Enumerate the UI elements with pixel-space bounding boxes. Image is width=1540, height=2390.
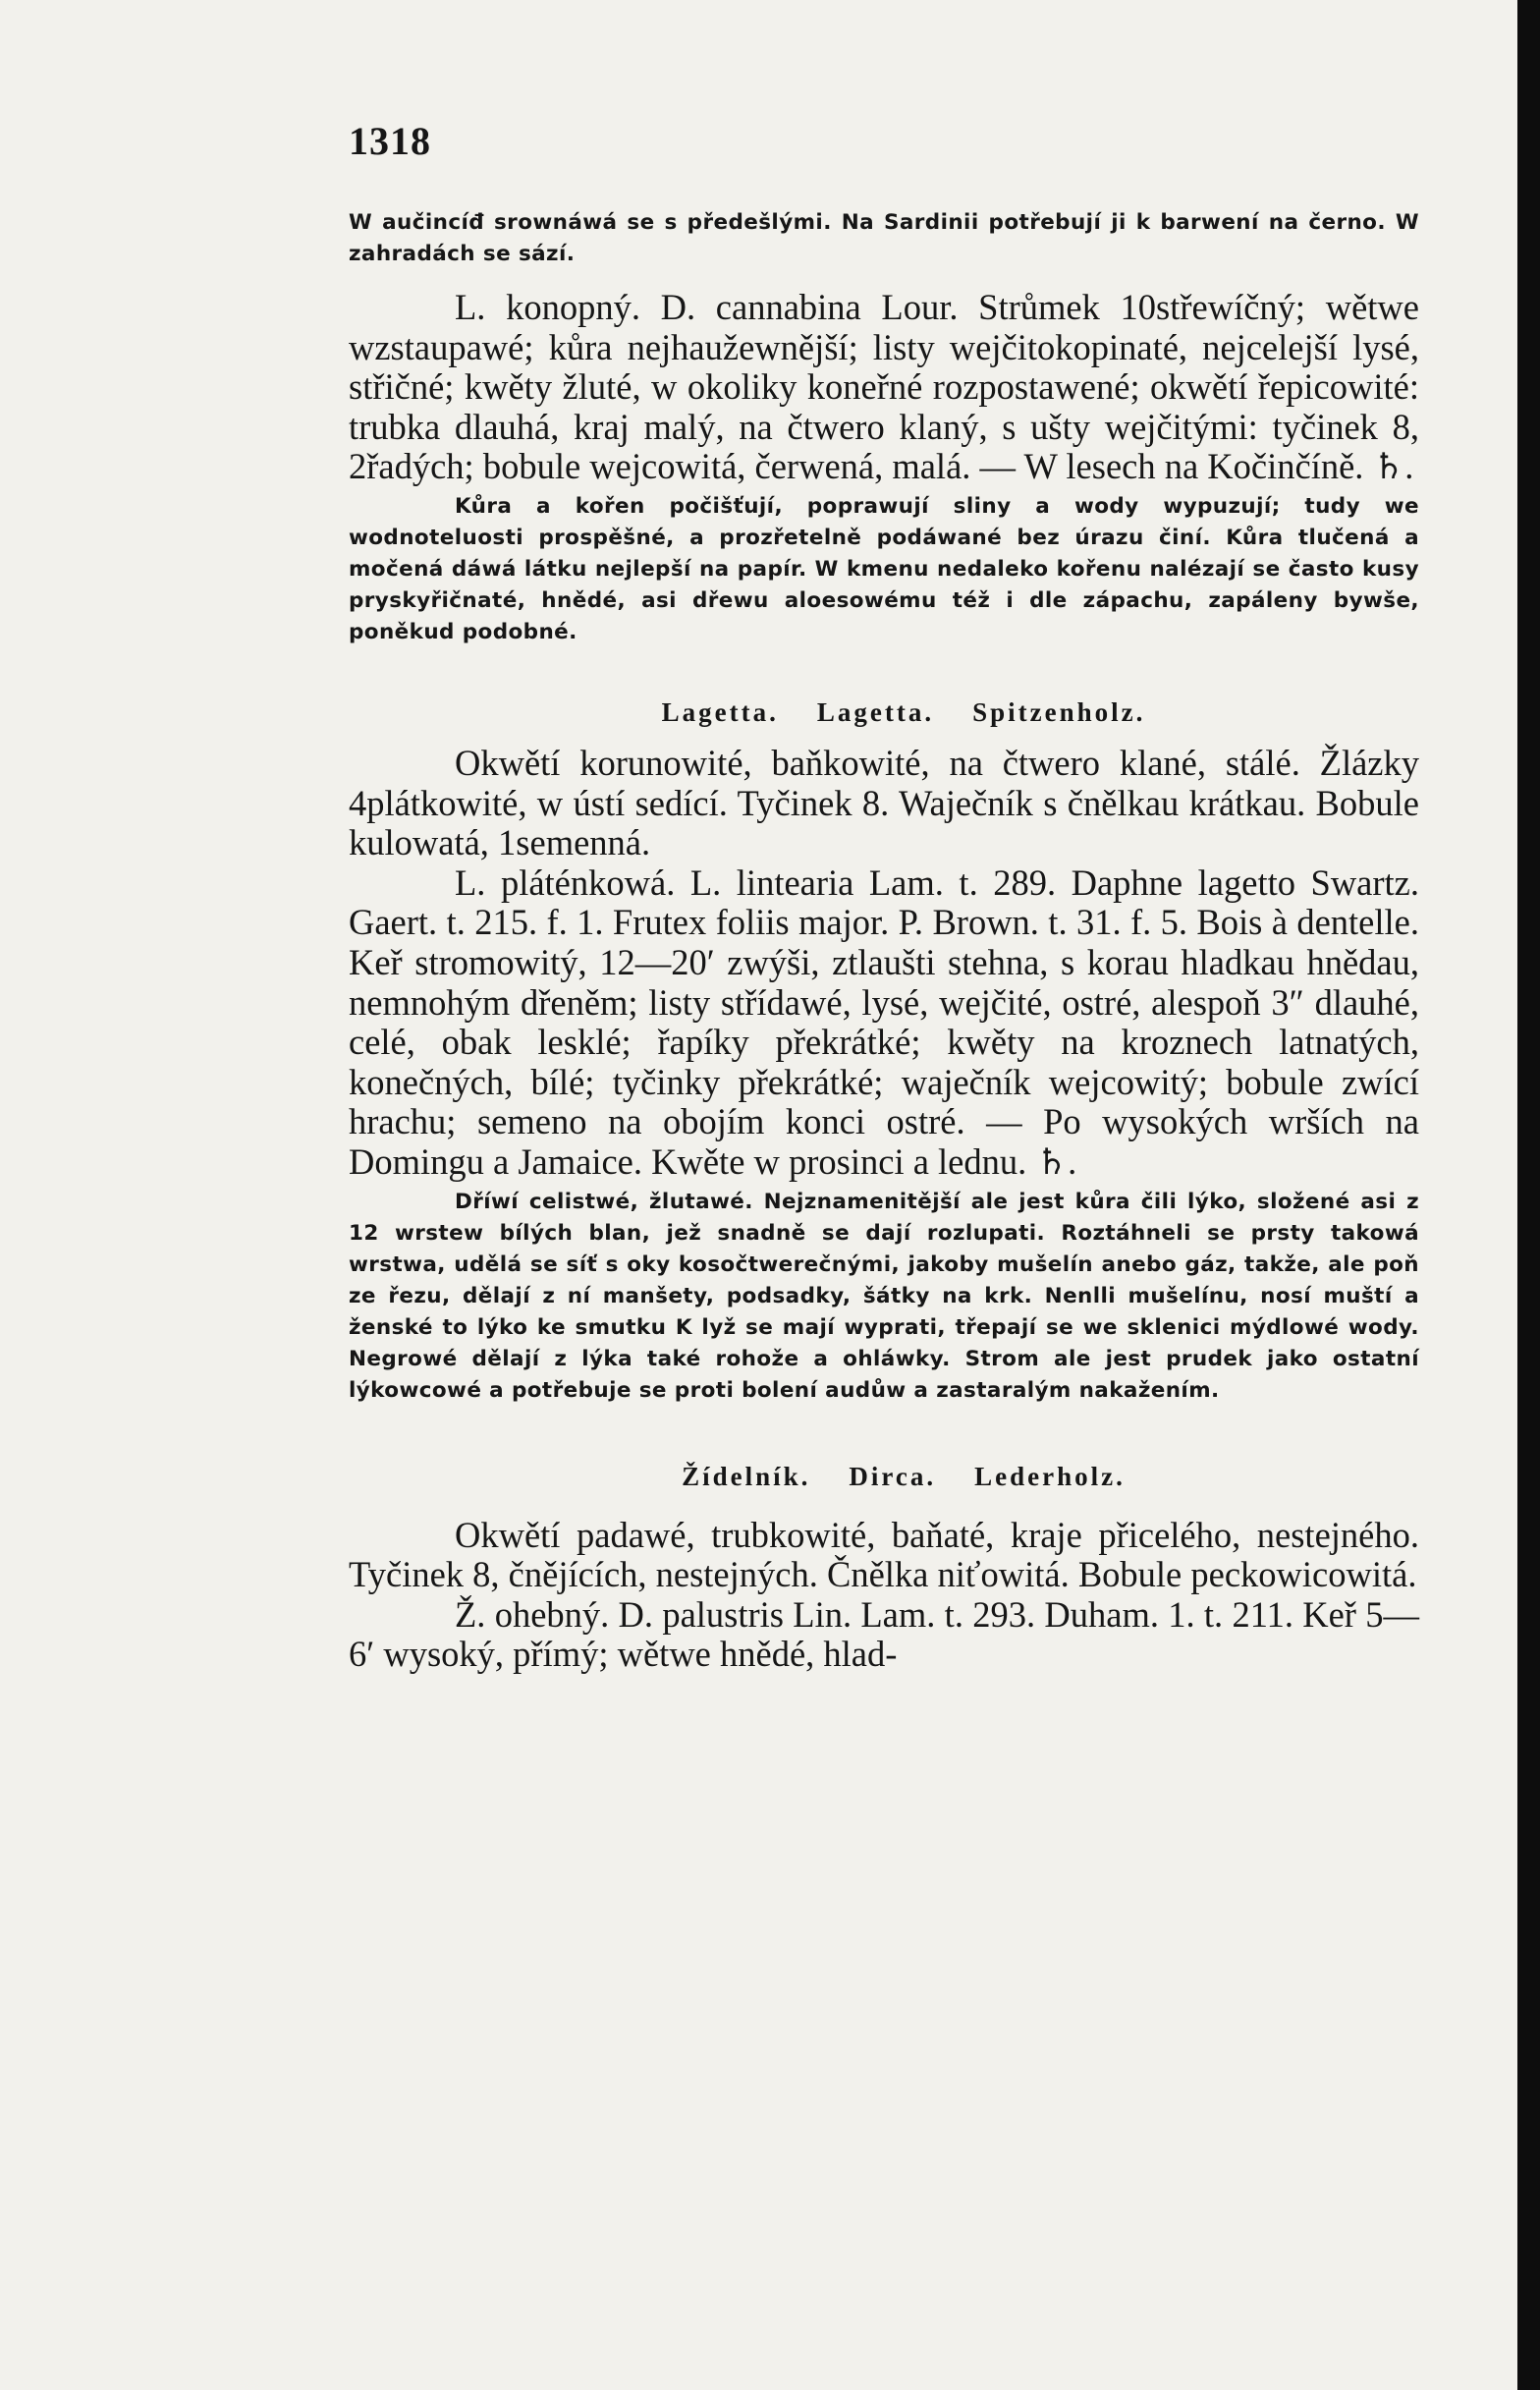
paragraph-7: Okwětí padawé, trubkowité, baňaté, kraje přicelého, nestejného. Tyčinek 8, čnějících, nestejných. Čnělka niťowitá. Bobule peckowicowitá. xyxy=(349,1514,1419,1595)
paragraph-2: L. konopný. D. cannabina Lour. Strůmek 10střewíčný; wětwe wzstaupawé; kůra nejhaužewnější; listy wejčitokopinaté, nejcelejší lysé, střičné; kwěty žluté, w okoliky koneřné rozpostawené; okwětí řepicowité: trubka dlauhá, kraj malý, na čtwero klaný, s ušty wejčitými: tyčinek 8, 2řadých; bobule wejcowitá, čerwená, malá. — W lesech na Kočinčíně. ♄. xyxy=(349,287,1419,487)
paragraph-5: L. pláténkowá. L. lintearia Lam. t. 289. Daphne lagetto Swartz. Gaert. t. 215. f. 1. Frutex foliis major. P. Brown. t. 31. f. 5. Bois à dentelle. Keř stromowitý, 12—20′ zwýši, ztlaušti stehna, s korau hladkau hnědau, nemnohým dřeněm; listy střídawé, lysé, wejčité, ostré, alespoň 3″ dlauhé, celé, obak lesklé; řapíky překrátké; kwěty na kroznech latnatých, konečných, bílé; tyčinky překrátké; waječník wejcowitý; bobule zwící hrachu; semeno na obojím konci ostré. — Po wysokých wrších na Domingu a Jamaice. Kwěte w prosinci a lednu. ♄. xyxy=(349,862,1419,1182)
heading-latin: Lagetta. xyxy=(816,696,935,727)
heading-latin: Dirca. xyxy=(849,1461,937,1491)
paragraph-3: Kůra a kořen počišťují, poprawují sliny a wody wypuzují; tudy we wodnoteluosti prospěšné, a prozřetelně podáwané bez úrazu činí. Kůra tlučená a močená dáwá látku nejlepší na papír. W kmenu nedaleko kořenu nalézají se často kusy pryskyřičnaté, hnědé, asi dřewu aloesowému též i dle zápachu, zapáleny bywše, poněkud podobné. xyxy=(349,493,1419,644)
page-text xyxy=(349,118,1419,1675)
heading-german: Spitzenholz. xyxy=(972,696,1146,727)
paragraph-6: Dříwí celistwé, žlutawé. Nejznamenitější ale jest kůra čili lýko, složené asi z 12 wrstew bílých blan, jež snadně se dají rozlupati. Roztáhneli se prsty takowá wrstwa, udělá se síť s oky kosočtwerečnými, jakoby mušelín anebo gáz, takže, ale poň ze řezu, dělají z ní manšety, podsadky, šátky na krk. Nenlli mušelínu, nosí muští a ženské to lýko ke smutku K lyž se mají wyprati, třepají se we sklenici mýdlowé wody. Negrowé dělají z lýka také rohože a ohláwky. Strom ale jest prudek jako ostatní lýkowcowé a potřebuje se proti bolení audůw a zastaralým nakažením. xyxy=(349,1189,1419,1403)
heading-czech: Lagetta. xyxy=(661,696,779,727)
paragraph-1: W aučincíđ srownáwá se s předešlými. Na Sardinii potřebují ji k barwení na černo. W zahradách se sází. xyxy=(349,210,1419,266)
heading-czech: Žídelník. xyxy=(682,1461,811,1491)
section-heading-lagetta xyxy=(349,697,1419,728)
section-heading-dirca xyxy=(349,1462,1419,1492)
paragraph-4: Okwětí korunowité, baňkowité, na čtwero klané, stálé. Žlázky 4plátkowité, w ústí sedící. Tyčinek 8. Waječník s čnělkau krátkau. Bobule kulowatá, 1semenná. xyxy=(349,742,1419,863)
page-number: 1318 xyxy=(349,119,431,163)
scan-border xyxy=(1517,0,1540,2390)
heading-german: Lederholz. xyxy=(974,1461,1126,1491)
paragraph-8: Ž. ohebný. D. palustris Lin. Lam. t. 293. Duham. 1. t. 211. Keř 5—6′ wysoký, přímý; wětwe hnědé, hlad- xyxy=(349,1593,1419,1675)
